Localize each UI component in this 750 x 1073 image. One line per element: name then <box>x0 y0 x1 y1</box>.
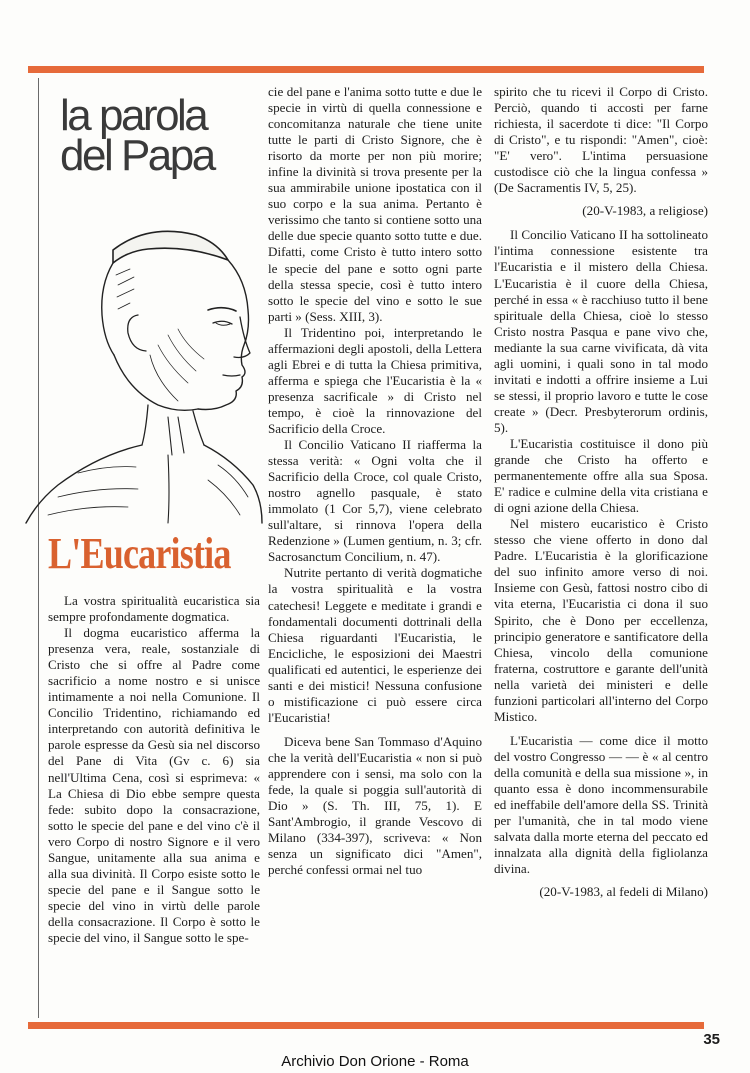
section-heading <box>60 91 260 180</box>
paragraph: Il dogma eucaristico afferma la presenza vera, reale, sostanziale di Cristo che si offre al Padre come sacrificio a nome nostro e si unisce intimamente a noi nella Comunione. Il Concilio Tridentino, richiamando ed interpretando con autorità definitiva le parole espresse da Gesù sia nel discorso del Pane di Vita (Gv c. 6) sia nell'Ultima Cena, così si esprimeva: « La Chiesa di Dio ebbe sempre questa fede: subito dopo la consacrazione, sotto le specie del pane e del vino c'è il vero Corpo di nostro Signore e il vero Sangue, unitamente alla sua anima e alla sua divinità. Il Corpo esiste sotto le specie del pane e il Sangue sotto le specie del vino in virtù delle parole della consacrazione. Il Corpo è sotto le specie del vino, il Sangue sotto le spe- <box>48 625 260 945</box>
text-column-1 <box>48 593 260 946</box>
pope-portrait-illustration <box>18 205 263 525</box>
text-column-2 <box>268 84 482 878</box>
article-title: L'Eucaristia <box>48 529 231 578</box>
paragraph: cie del pane e l'anima sotto tutte e due le specie in virtù di quella connessione e concomitanza naturale che tiene unite tutte le parti di Cristo Signore, che è risorto da morte per non più morire; infine la divinità si trova presente per la sua ammirabile unione ipostatica con il suo corpo e la sua anima. Pertanto è verissimo che tanto si contiene sotto una delle due specie quanto sotto tutte e due. Difatti, come Cristo è tutto intero sotto le specie del pane e sotto ogni parte della stessa specie, così è tutto intero sotto le specie del vino e sotto le sue parti » (Sess. XIII, 3). <box>268 84 482 324</box>
paragraph: Il Tridentino poi, interpretando le affermazioni degli apostoli, della Lettera agli Ebrei e di tutta la Chiesa primitiva, afferma e spiega che l'Eucaristia è la « presenza sacrificale » di Cristo nel tempo, è cioè la rinnovazione del Sacrificio della Croce. <box>268 324 482 436</box>
bottom-accent-rule <box>28 1022 704 1029</box>
date-citation: (20-V-1983, al fedeli di Milano) <box>539 884 708 900</box>
paragraph: Nutrite pertanto di verità dogmatiche la vostra spiritualità e la vostra catechesi! Leggete e meditate i grandi e fondamentali documenti dottrinali della Chiesa riguardanti l'Eucaristia, le Encicliche, le esposizioni dei Maestri qualificati ed autentici, le esperienze dei santi e dei mistici! Nessuna confusione o mistificazione ci può essere circa l'Eucaristia! <box>268 565 482 725</box>
heading-line-2: del Papa <box>60 131 214 180</box>
text-column-3 <box>494 84 708 900</box>
date-citation: (20-V-1983, a religiose) <box>582 203 708 219</box>
top-accent-rule <box>28 66 704 73</box>
paragraph: Nel mistero eucaristico è Cristo stesso che viene offerto in dono dal Padre. L'Eucaristia è la glorificazione del suo infinito amore verso di noi. Insieme con Gesù, fattosi nostro cibo di vita eterna, l'Eucaristia ci dona il suo Spirito, che è Dono per eccellenza, principio generatore e santificatore della Chiesa, vincolo della comunione fraterna, costruttore e garante dell'unità nella varietà dei ministeri e delle funzioni particolari all'interno del Corpo Mistico. <box>494 516 708 724</box>
paragraph: Il Concilio Vaticano II riafferma la stessa verità: « Ogni volta che il Sacrificio della Croce, col quale Cristo, nostro agnello pasquale, è stato immolato (1 Cor 5,7), viene celebrato sull'altare, si rinnova l'opera della Redenzione » (Lumen gentium, n. 3; cfr. Sacrosanctum Concilium, n. 47). <box>268 437 482 565</box>
paragraph: La vostra spiritualità eucaristica sia sempre profondamente dogmatica. <box>48 593 260 625</box>
paragraph: Il Concilio Vaticano II ha sottolineato l'intima connessione esistente tra l'Eucaristia e il mistero della Chiesa. L'Eucaristia è il cuore della Chiesa, perché in essa « è racchiuso tutto il bene spirituale della Chiesa, cioè lo stesso Cristo nostra Pasqua e pane vivo che, mediante la sua carne vivificata, dà vita agli uomini, i quali sono in tal modo invitati e indotti a offrire insieme a Lui se stessi, il proprio lavoro e tutte le cose create » (Decr. Presbyterorum ordinis, 5). <box>494 227 708 435</box>
archive-footer: Archivio Don Orione - Roma <box>281 1053 469 1070</box>
heading-line-1: la parola <box>60 91 207 140</box>
page-number: 35 <box>703 1031 720 1048</box>
paragraph: Diceva bene San Tommaso d'Aquino che la verità dell'Eucaristia « non si può apprendere con i sensi, ma solo con la fede, la quale si poggia sull'autorità di Dio » (S. Th. III, 75, 1). E Sant'Ambrogio, il grande Vescovo di Milano (334-397), scriveva: « Non senza un significato dici "Amen", perché confessi ormai nel tuo <box>268 733 482 878</box>
paragraph: L'Eucaristia costituisce il dono più grande che Cristo ha offerto e permanentemente offre alla sua Sposa. E' radice e culmine della vita cristiana e di ogni azione della Chiesa. <box>494 435 708 516</box>
paragraph: spirito che tu ricevi il Corpo di Cristo. Perciò, quando ti accosti per farne richiesta, il sacerdote ti dice: "Il Corpo di Cristo", e tu rispondi: "Amen", cioè: "E' vero". L'intima persuasione custodisce ciò che la lingua confessa » (De Sacramentis IV, 5, 25). <box>494 84 708 196</box>
paragraph: L'Eucaristia — come dice il motto del vostro Congresso — — è « al centro della comunità e della sua missione », in quanto essa è dono incommensurabile ed ineffabile dell'amore della SS. Trinità per l'umanità, che in tal modo viene salvata dalla morte eterna del peccato ed innalzata alla dignità della figliolanza divina. <box>494 732 708 877</box>
